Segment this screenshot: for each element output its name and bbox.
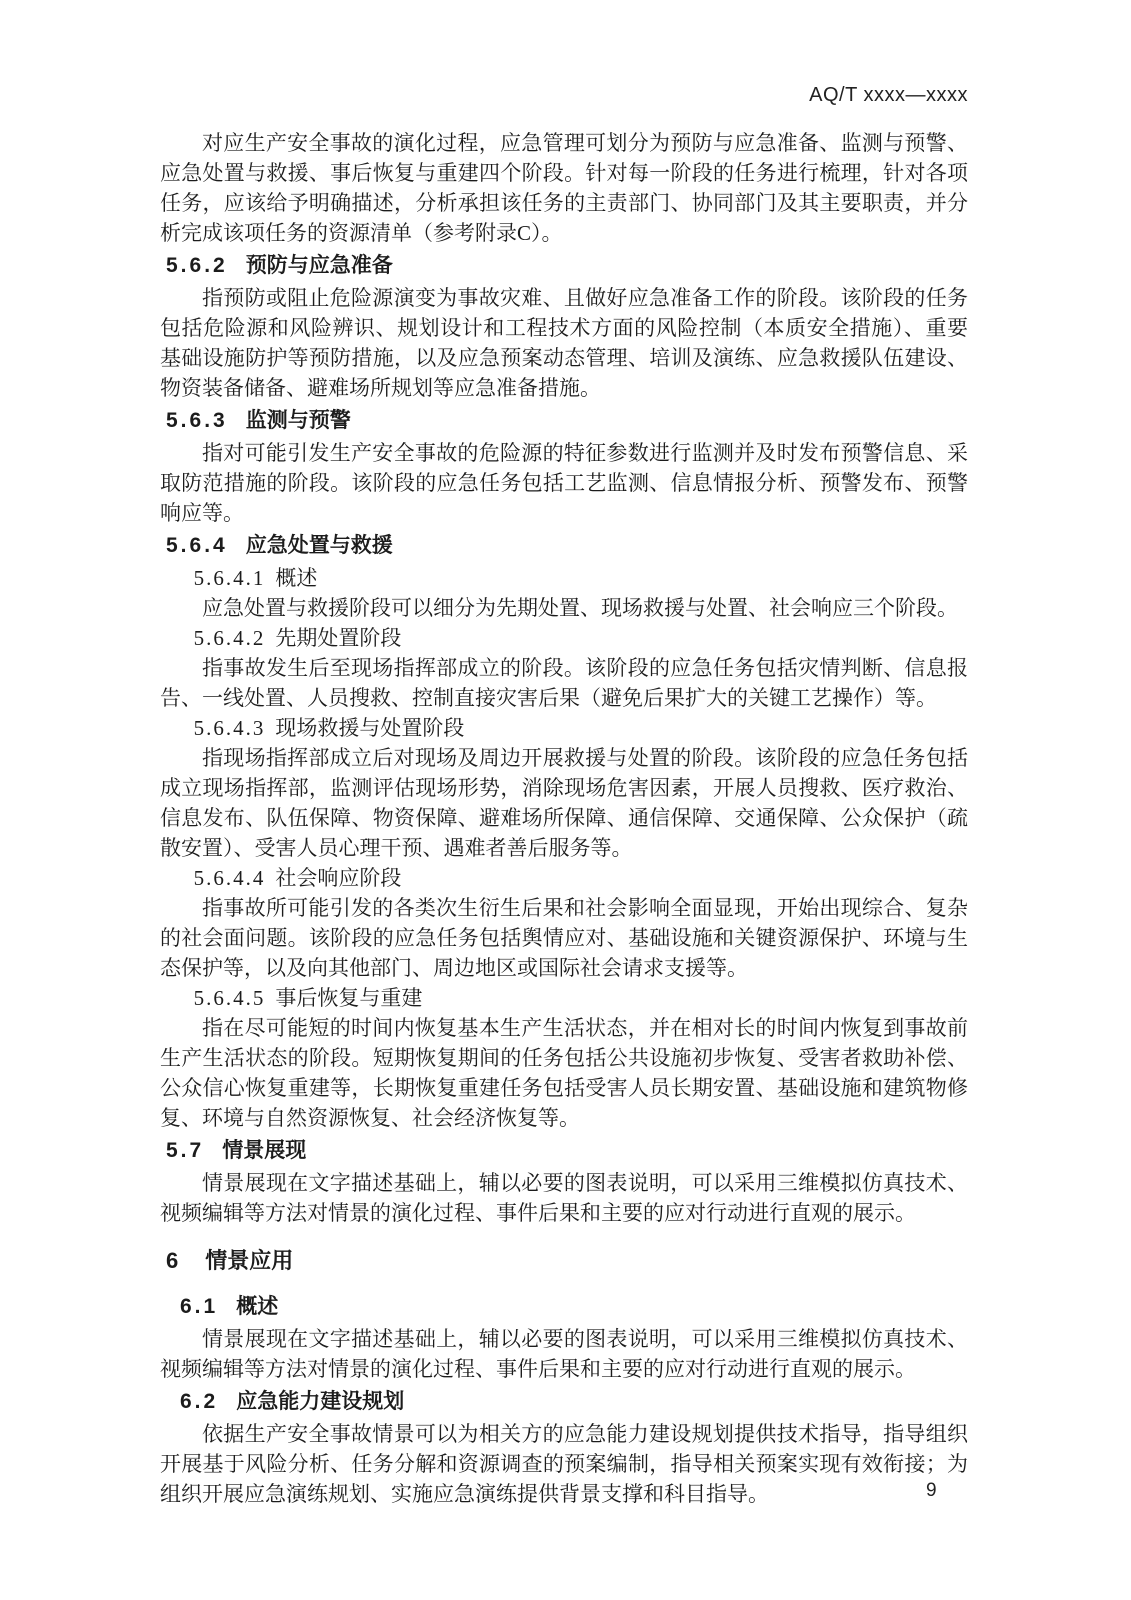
paragraph-6-2: 依据生产安全事故情景可以为相关方的应急能力建设规划提供技术指导，指导组织开展基于风险分析、任务分解和资源调查的预案编制，指导相关预案实现有效衔接；为组织开展应急演练规划、实施应急演练提供背景支撑和科目指导。 xyxy=(160,1422,968,1506)
heading-5-6-3 xyxy=(166,406,968,436)
doc-code-header: AQ/T xxxx—xxxx xyxy=(809,84,968,106)
heading-title: 现场救援与处置阶段 xyxy=(275,716,465,740)
heading-number: 6 xyxy=(166,1248,182,1273)
heading-5-6-4 xyxy=(166,531,968,561)
heading-number: 5.6.3 xyxy=(166,409,228,432)
heading-6-2 xyxy=(180,1387,968,1417)
paragraph-5-6-4-3: 指现场指挥部成立后对现场及周边开展救援与处置的阶段。该阶段的应急任务包括成立现场指挥部，监测评估现场形势，消除现场危害因素，开展人员搜救、医疗救治、信息发布、队伍保障、物资保障、避难场所保障、通信保障、交通保障、公众保护（疏散安置）、受害人员心理干预、遇难者善后服务等。 xyxy=(160,746,968,860)
heading-5-6-4-4 xyxy=(160,863,968,893)
heading-number: 5.6.2 xyxy=(166,254,228,277)
heading-number: 5.6.4.4 xyxy=(193,866,266,890)
paragraph-6-1: 情景展现在文字描述基础上，辅以必要的图表说明，可以采用三维模拟仿真技术、视频编辑等方法对情景的演化过程、事件后果和主要的应对行动进行直观的展示。 xyxy=(160,1327,968,1381)
heading-5-7 xyxy=(166,1136,968,1166)
paragraph-5-6-4-4: 指事故所可能引发的各类次生衍生后果和社会影响全面显现，开始出现综合、复杂的社会面问题。该阶段的应急任务包括舆情应对、基础设施和关键资源保护、环境与生态保护等，以及向其他部门、周边地区或国际社会请求支援等。 xyxy=(160,896,968,980)
paragraph-5-6-4-2: 指事故发生后至现场指挥部成立的阶段。该阶段的应急任务包括灾情判断、信息报告、一线处置、人员搜救、控制直接灾害后果（避免后果扩大的关键工艺操作）等。 xyxy=(160,656,968,710)
heading-title: 应急处置与救援 xyxy=(245,534,393,557)
heading-5-6-4-5 xyxy=(160,983,968,1013)
heading-number: 6.2 xyxy=(180,1390,219,1413)
heading-5-6-2 xyxy=(166,251,968,281)
paragraph-5-6-2: 指预防或阻止危险源演变为事故灾难、且做好应急准备工作的阶段。该阶段的任务包括危险源和风险辨识、规划设计和工程技术方面的风险控制（本质安全措施）、重要基础设施防护等预防措施，以及应急预案动态管理、培训及演练、应急救援队伍建设、物资装备储备、避难场所规划等应急准备措施。 xyxy=(160,286,968,400)
heading-number: 5.6.4.5 xyxy=(193,986,266,1010)
heading-title: 预防与应急准备 xyxy=(245,254,393,277)
heading-5-6-4-2 xyxy=(160,623,968,653)
heading-5-6-4-3 xyxy=(160,713,968,743)
paragraph-5-6-3: 指对可能引发生产安全事故的危险源的特征参数进行监测并及时发布预警信息、采取防范措施的阶段。该阶段的应急任务包括工艺监测、信息情报分析、预警发布、预警响应等。 xyxy=(160,441,968,525)
heading-title: 事后恢复与重建 xyxy=(275,986,423,1010)
heading-title: 监测与预警 xyxy=(245,409,351,432)
heading-title: 概述 xyxy=(275,566,318,590)
heading-number: 5.6.4 xyxy=(166,534,228,557)
paragraph-5-6-4-1: 应急处置与救援阶段可以细分为先期处置、现场救援与处置、社会响应三个阶段。 xyxy=(202,596,958,620)
heading-6-1 xyxy=(180,1292,968,1322)
paragraph-intro: 对应生产安全事故的演化过程，应急管理可划分为预防与应急准备、监测与预警、应急处置与救援、事后恢复与重建四个阶段。针对每一阶段的任务进行梳理，针对各项任务，应该给予明确描述，分析承担该任务的主责部门、协同部门及其主要职责，并分析完成该项任务的资源清单（参考附录C）。 xyxy=(160,131,968,245)
heading-clause-6 xyxy=(166,1246,968,1276)
paragraph-5-7: 情景展现在文字描述基础上，辅以必要的图表说明，可以采用三维模拟仿真技术、视频编辑等方法对情景的演化过程、事件后果和主要的应对行动进行直观的展示。 xyxy=(160,1171,968,1225)
heading-title: 概述 xyxy=(236,1295,279,1318)
heading-title: 先期处置阶段 xyxy=(275,626,402,650)
heading-title: 应急能力建设规划 xyxy=(236,1390,405,1413)
heading-5-6-4-1 xyxy=(160,563,968,593)
heading-number: 5.6.4.1 xyxy=(193,566,266,590)
heading-number: 5.6.4.3 xyxy=(193,716,266,740)
heading-number: 6.1 xyxy=(180,1295,219,1318)
heading-number: 5.7 xyxy=(166,1139,205,1162)
paragraph-5-6-4-5: 指在尽可能短的时间内恢复基本生产生活状态，并在相对长的时间内恢复到事故前生产生活状态的阶段。短期恢复期间的任务包括公共设施初步恢复、受害者救助补偿、公众信心恢复重建等，长期恢复重建任务包括受害人员长期安置、基础设施和建筑物修复、环境与自然资源恢复、社会经济恢复等。 xyxy=(160,1016,968,1130)
heading-title: 情景应用 xyxy=(205,1248,294,1273)
document-body xyxy=(160,128,968,1509)
heading-title: 情景展现 xyxy=(222,1139,307,1162)
heading-title: 社会响应阶段 xyxy=(275,866,402,890)
page-number: 9 xyxy=(926,1480,937,1501)
heading-number: 5.6.4.2 xyxy=(193,626,266,650)
